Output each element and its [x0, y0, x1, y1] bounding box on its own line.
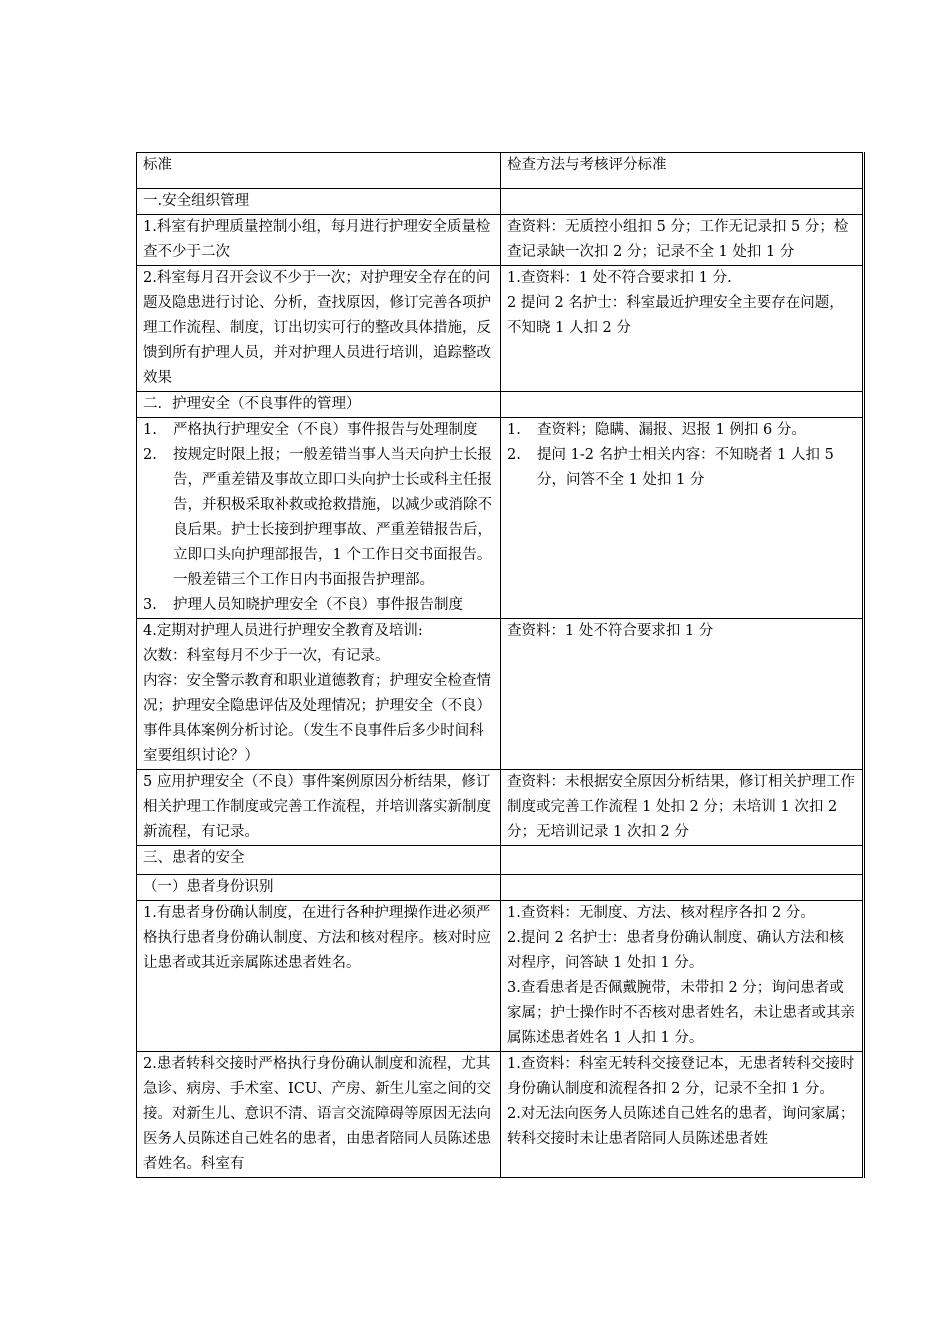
- table-row: [137, 266, 864, 392]
- section-title-patient-safety: 三、患者的安全: [137, 846, 501, 875]
- table-row: [137, 770, 864, 846]
- check-cell: 查资料：1 处不符合要求扣 1 分: [501, 619, 864, 770]
- standard-cell: 1.科室有护理质量控制小组，每月进行护理安全质量检查不少于二次: [137, 215, 501, 266]
- check-cell: 查资料：未根据安全原因分析结果，修订相关护理工作制度或完善工作流程 1 处扣 2 分；未培训 1 次扣 2 分；无培训记录 1 次扣 2 分: [501, 770, 864, 846]
- list-item: 2. 提问 1-2 名护士相关内容：不知晓者 1 人扣 5 分，问答不全 1 处扣 1 分: [507, 447, 834, 488]
- section-title-adverse-events: 二．护理安全（不良事件的管理）: [137, 392, 501, 418]
- check-line: 2 提问 2 名护士：科室最近护理安全主要存在问题，不知晓 1 人扣 2 分: [507, 295, 844, 336]
- check-line: 1.查资料：无制度、方法、核对程序各扣 2 分。: [507, 905, 815, 921]
- section-empty-cell: [501, 189, 864, 215]
- standard-cell: 2.科室每月召开会议不少于一次；对护理安全存在的问题及隐患进行讨论、分析，查找原因，修订完善各项护理工作流程、制度，订出切实可行的整改具体措施，反馈到所有护理人员，并对护理人员进行培训，追踪整改效果: [137, 266, 501, 392]
- list-item: 3. 护理人员知晓护理安全（不良）事件报告制度: [143, 597, 463, 613]
- numbered-list: [143, 418, 495, 618]
- check-cell: 查资料：无质控小组扣 5 分；工作无记录扣 5 分；检查记录缺一次扣 2 分；记录不全 1 处扣 1 分: [501, 215, 864, 266]
- table-row: [137, 901, 864, 1052]
- check-cell: [501, 901, 864, 1052]
- check-cell: [501, 266, 864, 392]
- check-line: 1.查资料：科室无转科交接登记本，无患者转科交接时身份确认制度和流程各扣 2 分，记录不全扣 1 分。: [507, 1056, 855, 1097]
- section-title-safety-organization: 一.安全组织管理: [137, 189, 501, 215]
- standard-line: 4.定期对护理人员进行护理安全教育及培训:: [143, 623, 423, 639]
- check-line: 2.对无法向医务人员陈述自己姓名的患者，询问家属；转科交接时未让患者陪同人员陈述患者姓: [507, 1106, 855, 1147]
- header-standard: 标准: [137, 153, 501, 189]
- section-empty-cell: [501, 875, 864, 901]
- check-line: 2.提问 2 名护士：患者身份确认制度、确认方法和核对程序，问答缺 1 处扣 1 分。: [507, 930, 844, 971]
- header-check-method: 检查方法与考核评分标准: [501, 153, 864, 189]
- numbered-list: [507, 418, 857, 493]
- subsection-title-patient-identification: （一）患者身份识别: [137, 875, 501, 901]
- standard-cell: [137, 418, 501, 619]
- standard-line: 内容：安全警示教育和职业道德教育；护理安全检查情况；护理安全隐患评估及处理情况；护理安全（不良）事件具体案例分析讨论。（发生不良事件后多少时间科室要组织讨论？）: [143, 673, 491, 764]
- header-row: [137, 153, 864, 189]
- check-cell: [501, 1052, 864, 1178]
- table-row: [137, 215, 864, 266]
- nursing-safety-standards-table: [136, 152, 865, 1178]
- standard-line: 次数：科室每月不少于一次，有记录。: [143, 648, 390, 664]
- section-row: [137, 189, 864, 215]
- standard-cell: [137, 619, 501, 770]
- check-cell: [501, 418, 864, 619]
- standard-cell: 2.患者转科交接时严格执行身份确认制度和流程，尤其急诊、病房、手术室、ICU、产房、新生儿室之间的交接。对新生儿、意识不清、语言交流障碍等原因无法向医务人员陈述自己姓名的患者，由患者陪同人员陈述患者姓名。科室有: [137, 1052, 501, 1178]
- section-row: [137, 392, 864, 418]
- section-row: [137, 875, 864, 901]
- check-line: 1.查资料：1 处不符合要求扣 1 分.: [507, 270, 732, 286]
- list-item: 2. 按规定时限上报；一般差错当事人当天向护士长报告，严重差错及事故立即口头向护士长或科主任报告，并积极采取补救或抢救措施，以减少或消除不良后果。护士长接到护理事故、严重差错报告后，立即口头向护理部报告，1 个工作日交书面报告。一般差错三个工作日内书面报告护理部。: [143, 447, 492, 588]
- table-row: [137, 1052, 864, 1178]
- standard-cell: 1.有患者身份确认制度，在进行各种护理操作进必须严格执行患者身份确认制度、方法和核对程序。核对时应让患者或其近亲属陈述患者姓名。: [137, 901, 501, 1052]
- section-empty-cell: [501, 392, 864, 418]
- standard-cell: 5 应用护理安全（不良）事件案例原因分析结果，修订相关护理工作制度或完善工作流程，并培训落实新制度新流程，有记录。: [137, 770, 501, 846]
- check-line: 3.查看患者是否佩戴腕带，未带扣 2 分；询问患者或家属；护士操作时不否核对患者姓名，未让患者或其亲属陈述患者姓名 1 人扣 1 分。: [507, 980, 855, 1046]
- list-item: 1. 严格执行护理安全（不良）事件报告与处理制度: [143, 422, 478, 438]
- table-row: [137, 418, 864, 619]
- table-row: [137, 619, 864, 770]
- list-item: 1. 查资料；隐瞒、漏报、迟报 1 例扣 6 分。: [507, 422, 806, 438]
- section-row: [137, 846, 864, 875]
- section-empty-cell: [501, 846, 864, 875]
